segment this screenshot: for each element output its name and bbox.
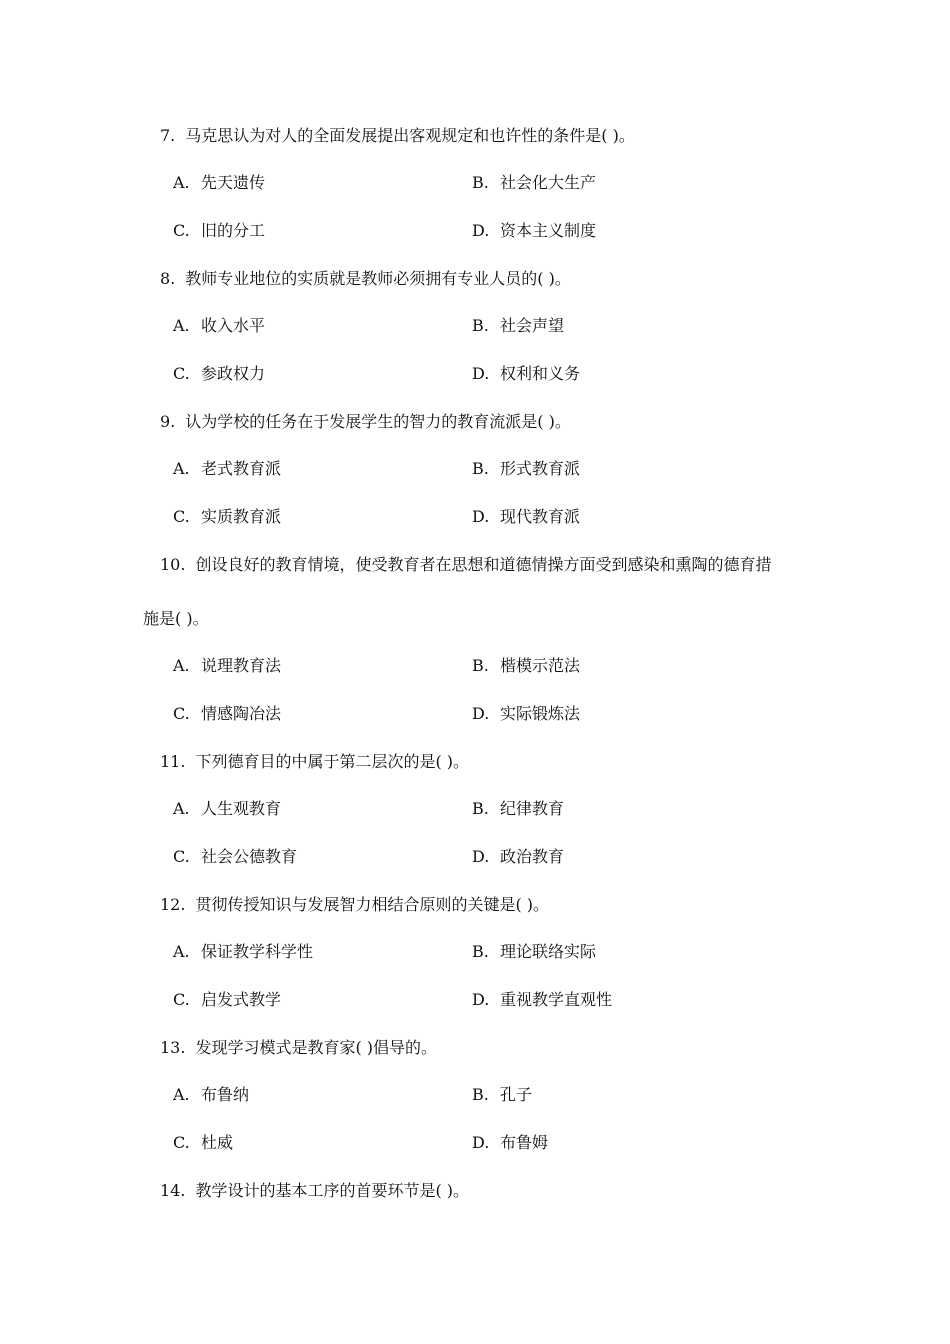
option-letter: B. xyxy=(472,942,489,961)
option-text: 布鲁纳 xyxy=(201,1085,250,1104)
option-b xyxy=(472,173,596,193)
option-text: 实际锻炼法 xyxy=(500,704,581,723)
option-letter: A. xyxy=(173,656,190,675)
option-letter: A. xyxy=(173,799,190,818)
option-a xyxy=(173,799,281,819)
option-text: 情感陶冶法 xyxy=(201,704,282,723)
option-a xyxy=(173,459,281,479)
option-letter: A. xyxy=(173,1085,190,1104)
option-text: 说理教育法 xyxy=(201,656,282,675)
option-text: 权利和义务 xyxy=(500,364,581,383)
option-c xyxy=(173,990,281,1010)
option-a xyxy=(173,1085,249,1105)
option-c xyxy=(173,221,265,241)
option-text: 旧的分工 xyxy=(201,221,266,240)
option-text: 先天遗传 xyxy=(201,173,266,192)
question-text: 创设良好的教育情境，使受教育者在思想和道德情操方面受到感染和熏陶的德育措 xyxy=(195,555,772,574)
question-7 xyxy=(160,126,635,146)
option-c xyxy=(173,704,281,724)
option-text: 社会公德教育 xyxy=(201,847,298,866)
option-b xyxy=(472,656,580,676)
option-text: 理论联络实际 xyxy=(500,942,597,961)
question-number: 13. xyxy=(160,1038,186,1057)
option-text: 参政权力 xyxy=(201,364,266,383)
option-text: 楷模示范法 xyxy=(500,656,581,675)
option-text: 保证教学科学性 xyxy=(201,942,314,961)
option-letter: B. xyxy=(472,1085,489,1104)
option-letter: C. xyxy=(173,990,190,1009)
option-d xyxy=(472,990,612,1010)
question-number: 8. xyxy=(160,269,176,288)
option-text: 杜威 xyxy=(201,1133,234,1152)
question-text: 发现学习模式是教育家( )倡导的。 xyxy=(195,1038,438,1057)
option-letter: C. xyxy=(173,704,190,723)
option-text: 社会化大生产 xyxy=(500,173,597,192)
option-text: 人生观教育 xyxy=(201,799,282,818)
question-14 xyxy=(160,1181,469,1201)
option-a xyxy=(173,656,281,676)
option-text: 纪律教育 xyxy=(500,799,565,818)
question-number: 7. xyxy=(160,126,176,145)
question-text: 教学设计的基本工序的首要环节是( )。 xyxy=(195,1181,470,1200)
option-b xyxy=(472,1085,532,1105)
option-letter: C. xyxy=(173,364,190,383)
option-letter: C. xyxy=(173,507,190,526)
question-10-continuation: 施是( )。 xyxy=(143,609,209,628)
option-d xyxy=(472,221,596,241)
question-text: 下列德育目的中属于第二层次的是( )。 xyxy=(195,752,470,771)
question-text: 教师专业地位的实质就是教师必须拥有专业人员的( )。 xyxy=(185,269,571,288)
question-text: 贯彻传授知识与发展智力相结合原则的关键是( )。 xyxy=(195,895,550,914)
option-text: 布鲁姆 xyxy=(500,1133,549,1152)
option-letter: D. xyxy=(472,1133,490,1152)
question-number: 12. xyxy=(160,895,186,914)
option-letter: D. xyxy=(472,990,490,1009)
option-text: 政治教育 xyxy=(500,847,565,866)
option-c xyxy=(173,1133,233,1153)
option-text: 实质教育派 xyxy=(201,507,282,526)
option-letter: C. xyxy=(173,221,190,240)
option-letter: D. xyxy=(472,221,490,240)
option-d xyxy=(472,704,580,724)
option-d xyxy=(472,847,564,867)
option-letter: B. xyxy=(472,459,489,478)
option-c xyxy=(173,847,297,867)
question-8 xyxy=(160,269,571,289)
option-letter: C. xyxy=(173,1133,190,1152)
option-letter: B. xyxy=(472,799,489,818)
option-text: 孔子 xyxy=(500,1085,533,1104)
question-12 xyxy=(160,895,549,915)
question-11 xyxy=(160,752,469,772)
option-d xyxy=(472,1133,548,1153)
option-text: 老式教育派 xyxy=(201,459,282,478)
option-b xyxy=(472,459,580,479)
question-number: 10. xyxy=(160,555,186,574)
question-number: 14. xyxy=(160,1181,186,1200)
option-a xyxy=(173,316,265,336)
option-text: 资本主义制度 xyxy=(500,221,597,240)
option-c xyxy=(173,507,281,527)
option-letter: A. xyxy=(173,459,190,478)
option-letter: D. xyxy=(472,704,490,723)
option-letter: B. xyxy=(472,656,489,675)
option-letter: B. xyxy=(472,173,489,192)
option-b xyxy=(472,799,564,819)
option-text: 现代教育派 xyxy=(500,507,581,526)
question-number: 9. xyxy=(160,412,176,431)
option-c xyxy=(173,364,265,384)
option-text: 社会声望 xyxy=(500,316,565,335)
option-a xyxy=(173,173,265,193)
option-letter: D. xyxy=(472,364,490,383)
option-b xyxy=(472,316,564,336)
question-text: 马克思认为对人的全面发展提出客观规定和也许性的条件是( )。 xyxy=(185,126,635,145)
option-d xyxy=(472,507,580,527)
option-letter: D. xyxy=(472,507,490,526)
question-number: 11. xyxy=(160,752,186,771)
option-letter: D. xyxy=(472,847,490,866)
question-9 xyxy=(160,412,571,432)
option-d xyxy=(472,364,580,384)
question-10 xyxy=(160,555,771,575)
option-letter: A. xyxy=(173,316,190,335)
option-letter: A. xyxy=(173,173,190,192)
option-text: 启发式教学 xyxy=(201,990,282,1009)
option-letter: C. xyxy=(173,847,190,866)
question-text: 认为学校的任务在于发展学生的智力的教育流派是( )。 xyxy=(185,412,571,431)
option-text: 重视教学直观性 xyxy=(500,990,613,1009)
option-text: 收入水平 xyxy=(201,316,266,335)
option-a xyxy=(173,942,313,962)
option-text: 形式教育派 xyxy=(500,459,581,478)
option-letter: B. xyxy=(472,316,489,335)
option-b xyxy=(472,942,596,962)
option-letter: A. xyxy=(173,942,190,961)
question-13 xyxy=(160,1038,437,1058)
